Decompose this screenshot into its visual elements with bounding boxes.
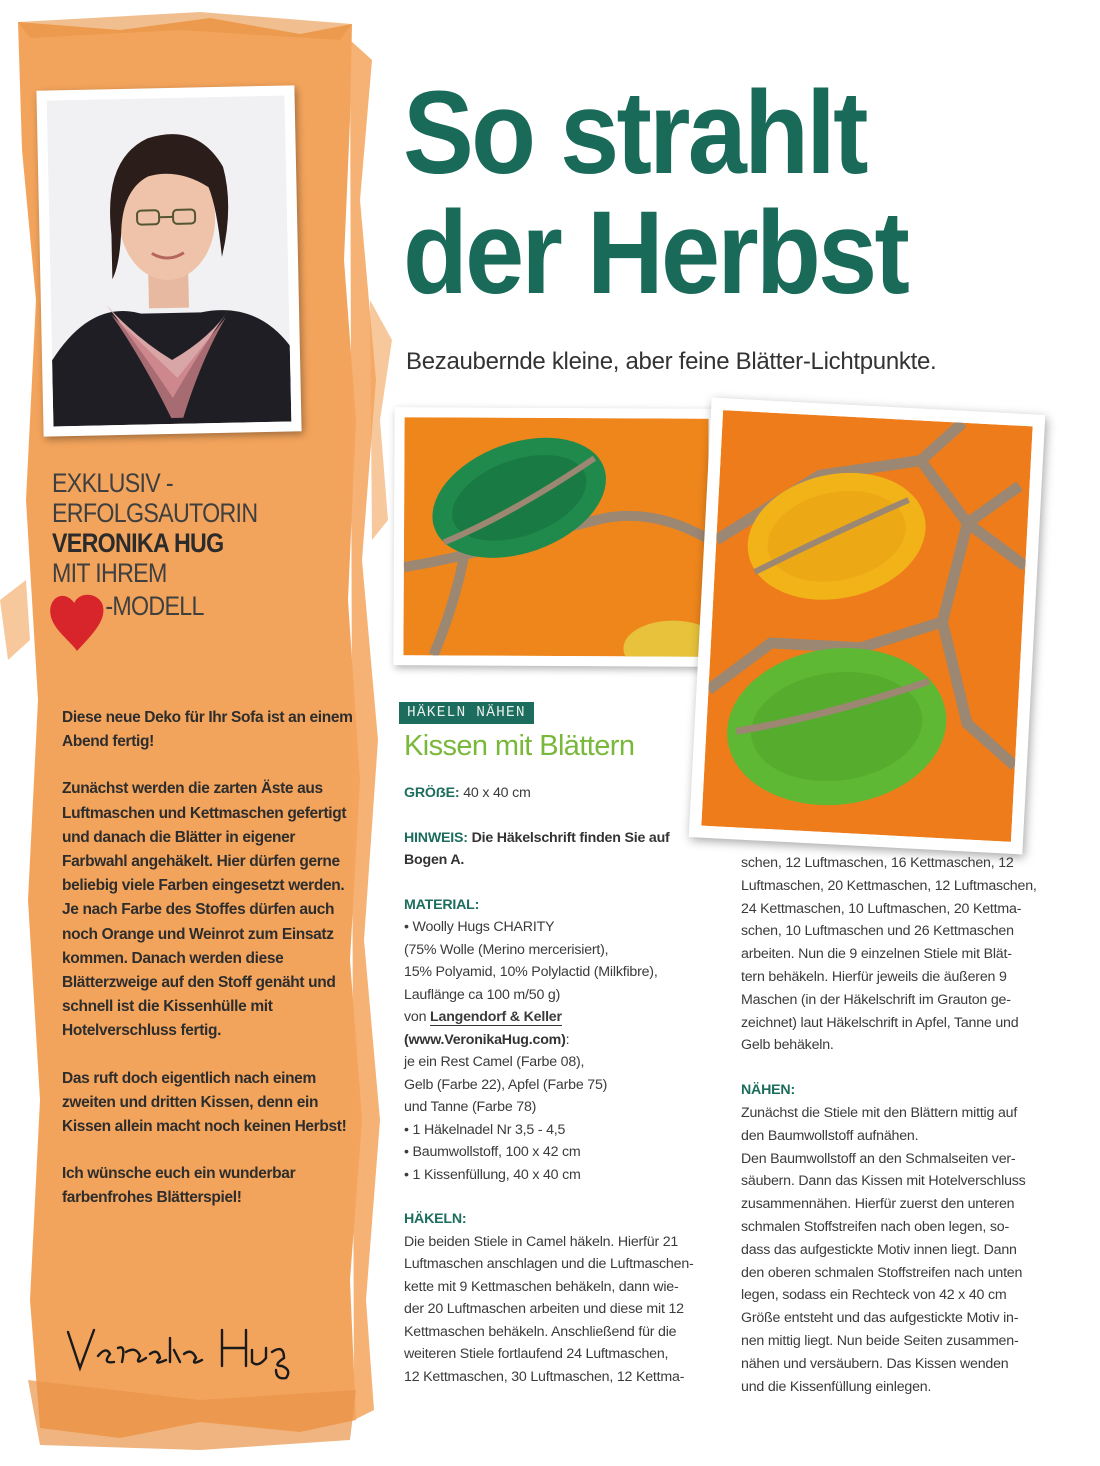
sewing-line: nähen und versäubern. Das Kissen wenden <box>741 1355 1009 1372</box>
article-column-1 <box>404 782 724 1388</box>
author-signature <box>62 1318 302 1380</box>
crochet-label: HÄKELN: <box>404 1211 467 1227</box>
crochet-line: schen, 10 Luftmaschen und 26 Kettmaschen <box>741 923 1014 940</box>
size-label: GRÖẞE: <box>404 785 460 801</box>
page-subtitle: Bezaubernde kleine, aber feine Blätter-Lichtpunkte. <box>406 348 937 375</box>
crochet-line: tern behäkeln. Hierfür jeweils die äußeren 9 <box>741 968 1007 985</box>
photo-green-leaf <box>393 407 718 667</box>
sewing-line: zusammennähen. Hierfür zuerst den unteren <box>741 1196 1015 1213</box>
website-link[interactable]: (www.VeronikaHug.com) <box>404 1031 566 1048</box>
heart-icon <box>45 589 109 655</box>
sewing-line: schmalen Stoffstreifen nach oben legen, so- <box>741 1218 1009 1235</box>
crochet-line: schen, 12 Luftmaschen, 16 Kettmaschen, 12 <box>741 855 1014 871</box>
crochet-line: arbeiten. Nun die 9 einzelnen Stiele mit Blät- <box>741 946 1012 963</box>
page-title <box>403 67 1015 319</box>
crochet-line: der 20 Luftmaschen arbeiten und diese mit 12 <box>404 1301 684 1317</box>
photo-yellow-green-leaves <box>689 398 1046 855</box>
category-badge: HÄKELN NÄHEN <box>399 702 534 724</box>
sidebar-paragraph: Diese neue Deko für Ihr Sofa ist an einem Abend fertig! <box>62 709 353 751</box>
crochet-line: weiteren Stiele fortlaufend 24 Luftmaschen, <box>404 1346 669 1362</box>
crochet-line: zeichnet) laut Häkelschrift in Apfel, Tanne und <box>741 1014 1019 1031</box>
project-title: Kissen mit Blättern <box>404 730 635 762</box>
material-label: MATERIAL: <box>404 896 480 913</box>
sewing-line: legen, sodass ein Rechteck von 42 x 40 cm <box>741 1287 1007 1304</box>
crochet-line: Luftmaschen anschlagen und die Luftmaschen- <box>404 1256 694 1272</box>
sidebar-paragraph: Das ruft doch eigentlich nach einem zweiten und dritten Kissen, denn ein Kissen allein macht noch keinen Herbst! <box>62 1069 347 1136</box>
title-line-1: So strahlt <box>403 67 866 199</box>
hint-text: Die Häkelschrift finden Sie auf Bogen A. <box>404 829 670 868</box>
material-von: von <box>404 1009 427 1025</box>
bestselling-author-line: ERFOLGSAUTORIN <box>52 498 258 528</box>
crochet-line: Luftmaschen, 20 Kettmaschen, 12 Luftmaschen, <box>741 877 1037 894</box>
crochet-line: kette mit 9 Kettmaschen behäkeln, dann wie- <box>404 1278 679 1295</box>
crochet-line: Gelb behäkeln. <box>741 1037 834 1054</box>
exclusive-author-block <box>52 468 310 646</box>
material-line: (75% Wolle (Merino mercerisiert), <box>404 941 609 958</box>
sewing-line: dass das aufgestickte Motiv innen liegt. Dann <box>741 1241 1017 1258</box>
model-line: -MODELL <box>105 591 204 621</box>
title-line-2: der Herbst <box>403 187 908 319</box>
crochet-leaves-image <box>701 410 1032 842</box>
size-value: 40 x 40 cm <box>463 785 531 801</box>
website-colon: : <box>565 1031 570 1048</box>
sewing-line: Zunächst die Stiele mit den Blättern mittig auf <box>741 1104 1018 1121</box>
sewing-line: und die Kissenfüllung einlegen. <box>741 1378 932 1395</box>
material-line: • Woolly Hugs CHARITY <box>404 919 555 935</box>
brand-link[interactable]: Langendorf & Keller <box>430 1009 562 1025</box>
material-line: • 1 Kissenfüllung, 40 x 40 cm <box>404 1166 581 1183</box>
sewing-line: den oberen schmalen Stoffstreifen nach unten <box>741 1264 1023 1281</box>
material-line: und Tanne (Farbe 78) <box>404 1099 537 1115</box>
hint-label: HINWEIS: <box>404 829 468 846</box>
sidebar-paragraph: Zunächst werden die zarten Äste aus Luftmaschen und Kettmaschen gefertigt und danach die Blätter in eigener Farbwahl angehäkelt. Hier dürfen gerne beliebig viele Farben eingesetzt werden. Je nach Farbe des Stoffes dürfen auch noch Orange und Weinrot zum Einsatz kommen. Danach werden diese Blätterzweige auf den Stoff genäht und schnell ist die Kissenhülle mit Hotelverschluss fertig. <box>62 780 347 1040</box>
sidebar-text <box>62 706 362 1234</box>
crochet-line: 12 Kettmaschen, 30 Luftmaschen, 12 Kettma- <box>404 1368 685 1385</box>
material-line: 15% Polyamid, 10% Polylactid (Milkfibre), <box>404 964 658 980</box>
material-line: • Baumwollstoff, 100 x 42 cm <box>404 1144 581 1160</box>
material-line: • 1 Häkelnadel Nr 3,5 - 4,5 <box>404 1121 566 1138</box>
material-line: Lauflänge ca 100 m/50 g) <box>404 986 561 1003</box>
crochet-line: 24 Kettmaschen, 10 Luftmaschen, 20 Kettma- <box>741 900 1022 917</box>
sewing-line: nen mittig liegt. Nun beide Seiten zusammen- <box>741 1332 1019 1349</box>
crochet-line: Kettmaschen behäkeln. Anschließend für die <box>404 1323 677 1340</box>
sewing-line: säubern. Dann das Kissen mit Hotelverschluss <box>741 1173 1026 1190</box>
material-line: Gelb (Farbe 22), Apfel (Farbe 75) <box>404 1076 608 1093</box>
exclusive-line: EXKLUSIV - <box>52 468 173 498</box>
crochet-line: Maschen (in der Häkelschrift im Grauton ge- <box>741 991 1011 1008</box>
sewing-line: Den Baumwollstoff an den Schmalseiten ver- <box>741 1150 1016 1167</box>
crochet-line: Die beiden Stiele in Camel häkeln. Hierfür 21 <box>404 1233 679 1250</box>
author-name: VERONIKA HUG <box>52 528 224 558</box>
sidebar-paragraph: Ich wünsche euch ein wunderbar farbenfrohes Blätterspiel! <box>62 1165 296 1207</box>
sewing-label: NÄHEN: <box>741 1082 795 1099</box>
author-photo <box>36 85 301 436</box>
sewing-line: den Baumwollstoff aufnähen. <box>741 1127 919 1144</box>
with-her-line: MIT IHREM <box>52 558 167 588</box>
material-line: je ein Rest Camel (Farbe 08), <box>404 1054 585 1070</box>
sewing-line: Größe entsteht und das aufgestickte Motiv in- <box>741 1310 1019 1327</box>
article-column-2 <box>741 852 1061 1398</box>
crochet-leaf-image <box>403 417 708 657</box>
author-portrait-image <box>47 96 292 427</box>
